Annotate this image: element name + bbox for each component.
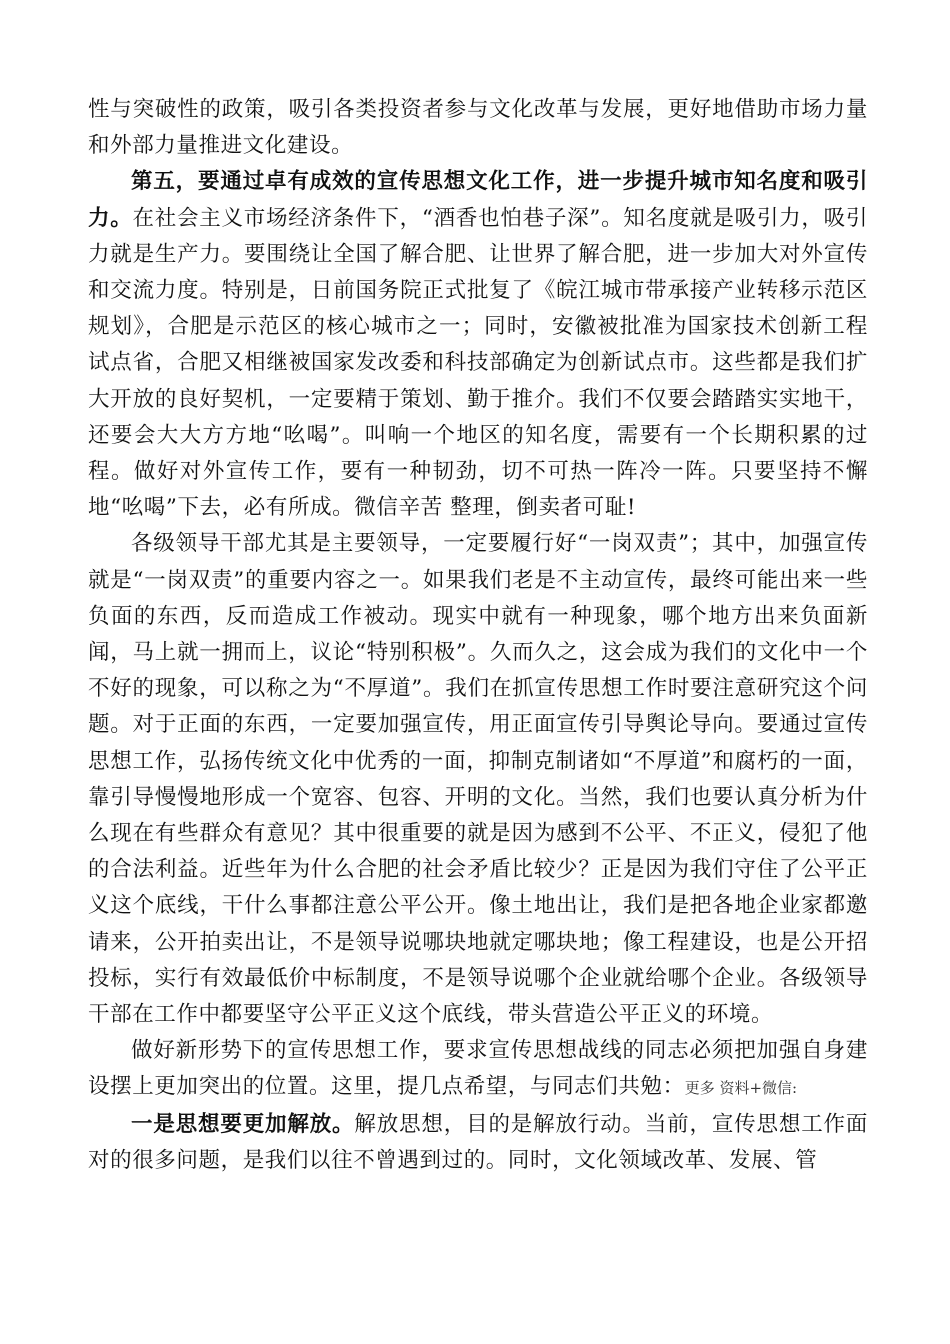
paragraph-5 [88, 1107, 868, 1179]
paragraph-4-note: 更多 资料+微信: [684, 1079, 798, 1098]
paragraph-1 [88, 92, 868, 164]
paragraph-2 [88, 164, 868, 526]
paragraph-2-heading: 第五，要通过卓有成效的宣传思想文化工作，进一步提升城市知名度和吸引力。 [88, 169, 868, 231]
document-page [88, 92, 868, 1179]
paragraph-4-text: 做好新形势下的宣传思想工作，要求宣传思想战线的同志必须把加强自身建设摆上更加突出的位置。这里，提几点希望，与同志们共勉： [88, 1038, 868, 1100]
paragraph-3 [88, 526, 868, 1033]
paragraph-5-heading: 一是思想要更加解放。 [131, 1111, 355, 1137]
paragraph-4 [88, 1033, 868, 1106]
paragraph-5-text: 解放思想，目的是解放行动。当前，宣传思想工作面对的很多问题，是我们以往不曾遇到过的。同时，文化领域改革、发展、管 [88, 1111, 868, 1173]
paragraph-3-text: 各级领导干部尤其是主要领导，一定要履行好“一岗双责”；其中，加强宣传就是“一岗双责”的重要内容之一。如果我们老是不主动宣传，最终可能出来一些负面的东西，反而造成工作被动。现实中就有一种现象，哪个地方出来负面新闻，马上就一拥而上，议论“特别积极”。久而久之，这会成为我们的文化中一个不好的现象，可以称之为“不厚道”。我们在抓宣传思想工作时要注意研究这个问题。对于正面的东西，一定要加强宣传，用正面宣传引导舆论导向。要通过宣传思想工作，弘扬传统文化中优秀的一面，抑制克制诸如“不厚道”和腐朽的一面，靠引导慢慢地形成一个宽容、包容、开明的文化。当然，我们也要认真分析为什么现在有些群众有意见？其中很重要的就是因为感到不公平、不正义，侵犯了他的合法利益。近些年为什么合肥的社会矛盾比较少？正是因为我们守住了公平正义这个底线，干什么事都注意公平公开。像土地出让，我们是把各地企业家都邀请来，公开拍卖出让，不是领导说哪块地就定哪块地；像工程建设，也是公开招投标，实行有效最低价中标制度，不是领导说哪个企业就给哪个企业。各级领导干部在工作中都要坚守公平正义这个底线，带头营造公平正义的环境。 [88, 531, 868, 1028]
paragraph-2-text: 在社会主义市场经济条件下，“酒香也怕巷子深”。知名度就是吸引力，吸引力就是生产力。要围绕让全国了解合肥、让世界了解合肥，进一步加大对外宣传和交流力度。特别是，日前国务院正式批复了《皖江城市带承接产业转移示范区规划》，合肥是示范区的核心城市之一；同时，安徽被批准为国家技术创新工程试点省，合肥又相继被国家发改委和科技部确定为创新试点市。这些都是我们扩大开放的良好契机，一定要精于策划、勤于推介。我们不仅要会踏踏实实地干，还要会大大方方地“吆喝”。叫响一个地区的知名度，需要有一个长期积累的过程。做好对外宣传工作，要有一种韧劲，切不可热一阵冷一阵。只要坚持不懈地“吆喝”下去，必有所成。微信辛苦 整理，倒卖者可耻! [88, 205, 868, 521]
paragraph-1-text: 性与突破性的政策，吸引各类投资者参与文化改革与发展，更好地借助市场力量和外部力量推进文化建设。 [88, 97, 868, 159]
